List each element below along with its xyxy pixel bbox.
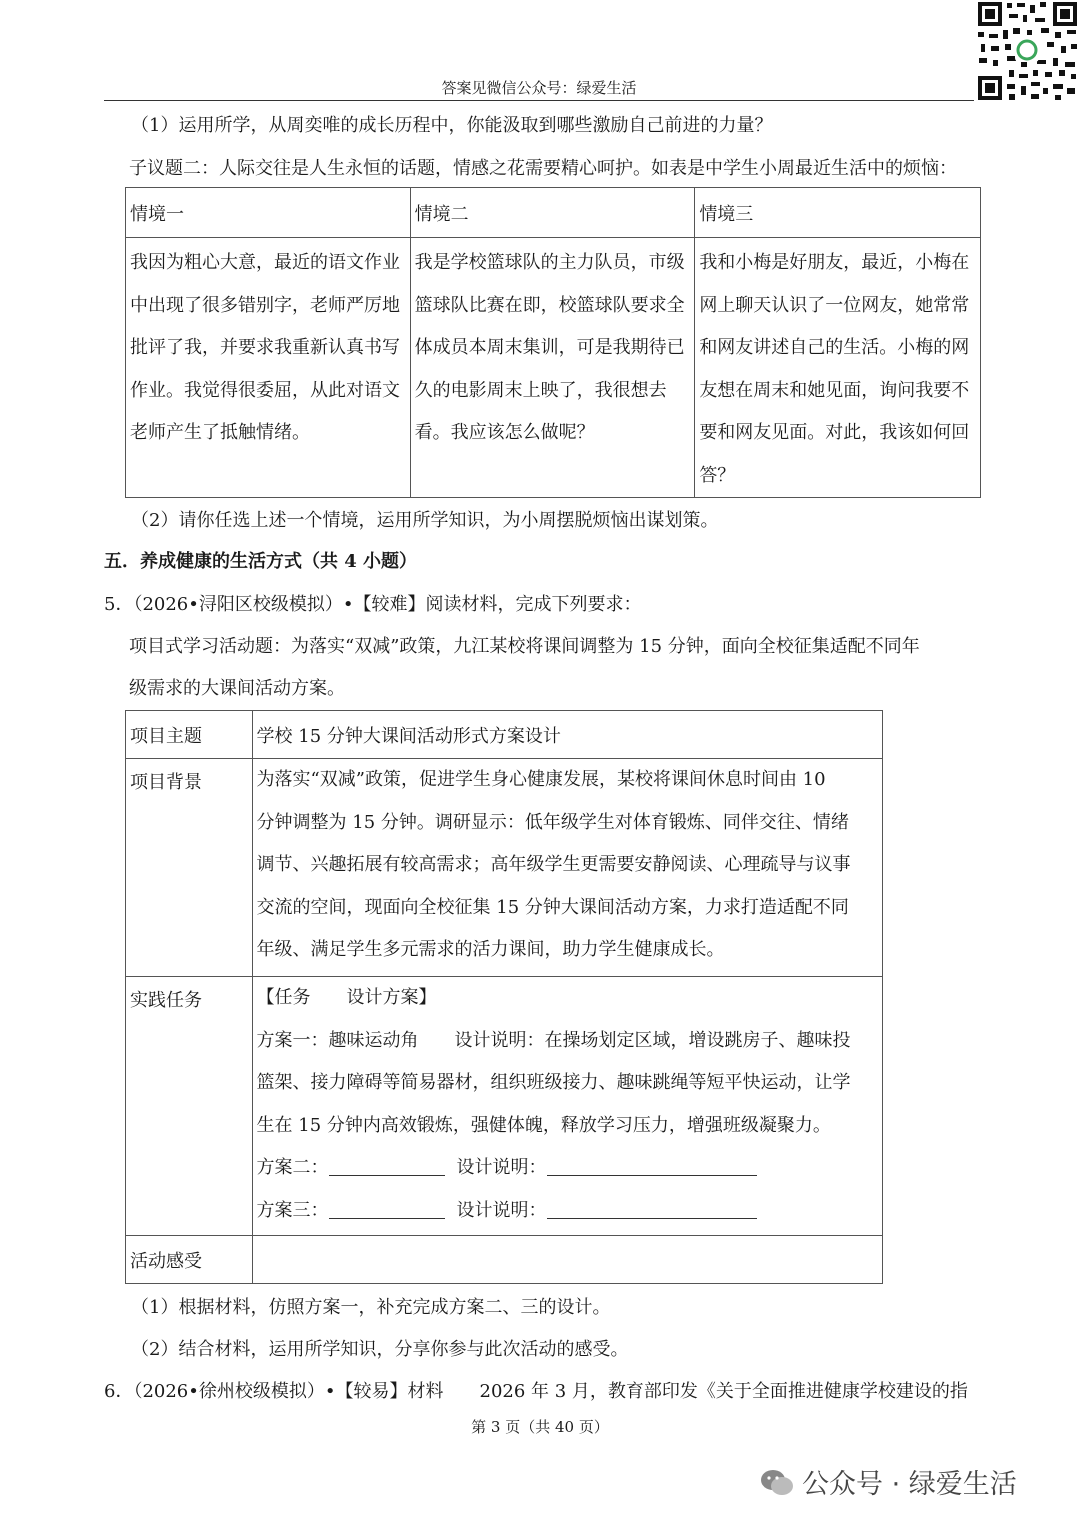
scenario-table xyxy=(125,187,981,498)
plan-3-row xyxy=(257,1190,878,1233)
page-header: 答案见微信公众号：绿爱生活 xyxy=(104,76,974,101)
plan-1-text: 方案一：趣味运动角 设计说明：在操场划定区域，增设跳房子、趣味投 篮架、接力障碍等简易器材，组织班级接力、趣味跳绳等短平快运动，让学 生在 15 分钟内高效锻炼，强健体魄，释放学习压力，增强班级凝聚力。 xyxy=(256,1029,851,1136)
plan-3-label: 方案三： xyxy=(256,1199,329,1221)
problem-5-intro-1: 项目式学习活动题：为落实“双减”政策，九江某校将课间调整为 15 分钟，面向全校征集适配不同年 xyxy=(129,636,920,657)
problem-5-question-1: （1）根据材料，仿照方案一，补充完成方案二、三的设计。 xyxy=(131,1297,611,1318)
practice-task-label: 实践任务 xyxy=(126,977,253,1236)
page-footer: 第 3 页（共 40 页） xyxy=(471,1418,609,1436)
watermark-text: 公众号 · 绿爱生活 xyxy=(802,1469,1017,1500)
activity-feeling-label: 活动感受 xyxy=(126,1236,253,1284)
problem-5-question-2: （2）结合材料，运用所学知识，分享你参与此次活动的感受。 xyxy=(131,1339,629,1360)
subtopic-2-line: 子议题二：人际交往是人生永恒的话题，情感之花需要精心呵护。如表是中学生小周最近生活中的烦恼： xyxy=(129,158,957,179)
project-theme-value: 学校 15 分钟大课间活动形式方案设计 xyxy=(252,711,882,759)
plan-3-blank[interactable] xyxy=(329,1200,445,1219)
plan-2-row xyxy=(257,1147,878,1190)
scenario-header-3: 情境三 xyxy=(695,188,981,238)
problem-5-intro-2: 级需求的大课间活动方案。 xyxy=(129,678,345,699)
project-theme-label: 项目主题 xyxy=(126,711,253,759)
section-5-heading: 五．养成健康的生活方式（共 4 小题） xyxy=(104,551,418,572)
qr-code-image xyxy=(975,0,1080,103)
question-2-line: （2）请你任选上述一个情境，运用所学知识，为小周摆脱烦恼出谋划策。 xyxy=(131,510,719,531)
problem-6-stem: 6．（2026•徐州校级模拟）•【较易】材料 2026 年 3 月，教育部印发《关于全面推进健康学校建设的指 xyxy=(104,1381,968,1402)
project-background-label: 项目背景 xyxy=(126,759,253,977)
question-1-line: （1）运用所学，从周奕唯的成长历程中，你能汲取到哪些激励自己前进的力量？ xyxy=(131,115,773,136)
scenario-header-2: 情境二 xyxy=(410,188,695,238)
plan-2-design-label: 设计说明： xyxy=(456,1157,547,1178)
scenario-cell-3: 我和小梅是好朋友，最近，小梅在 网上聊天认识了一位网友，她常常 和网友讲述自己的生活。小梅的网 友想在周末和她见面，询问我要不 要和网友见面。对此，我该如何回 答？ xyxy=(699,252,970,486)
project-table xyxy=(125,710,883,1284)
plan-3-design-blank[interactable] xyxy=(547,1200,757,1219)
plan-2-label: 方案二： xyxy=(256,1157,329,1178)
activity-feeling-value[interactable] xyxy=(252,1236,882,1284)
scenario-header-1: 情境一 xyxy=(126,188,411,238)
wechat-logo-icon xyxy=(760,1468,794,1498)
project-background-value: 为落实“双减”政策，促进学生身心健康发展，某校将课间休息时间由 10 分钟调整为 15 分钟。调研显示：低年级学生对体育锻炼、同伴交往、情绪 调节、兴趣拓展有较高需求；高年级学生更需要安静阅读、心理疏导与议事 交流的空间，现面向全校征集 15 分钟大课间活动方案，力求打造适配不同 年级、满足学生多元需求的活力课间，助力学生健康成长。 xyxy=(256,769,851,960)
plan-2-blank[interactable] xyxy=(329,1157,445,1176)
scenario-cell-1: 我因为粗心大意，最近的语文作业 中出现了很多错别字，老师严厉地 批评了我，并要求我重新认真书写 作业。我觉得很委屈，从此对语文 老师产生了抵触情绪。 xyxy=(130,252,400,443)
task-title: 【任务 设计方案】 xyxy=(256,987,437,1008)
scenario-cell-2: 我是学校篮球队的主力队员，市级 篮球队比赛在即，校篮球队要求全 体成员本周末集训，可是我期待已 久的电影周末上映了，我很想去 看。我应该怎么做呢？ xyxy=(414,252,685,443)
watermark xyxy=(760,1462,1017,1501)
problem-5-stem: 5．（2026•浔阳区校级模拟）•【较难】阅读材料，完成下列要求： xyxy=(104,594,642,615)
plan-3-design-label: 设计说明： xyxy=(456,1199,547,1221)
plan-2-design-blank[interactable] xyxy=(547,1157,757,1176)
